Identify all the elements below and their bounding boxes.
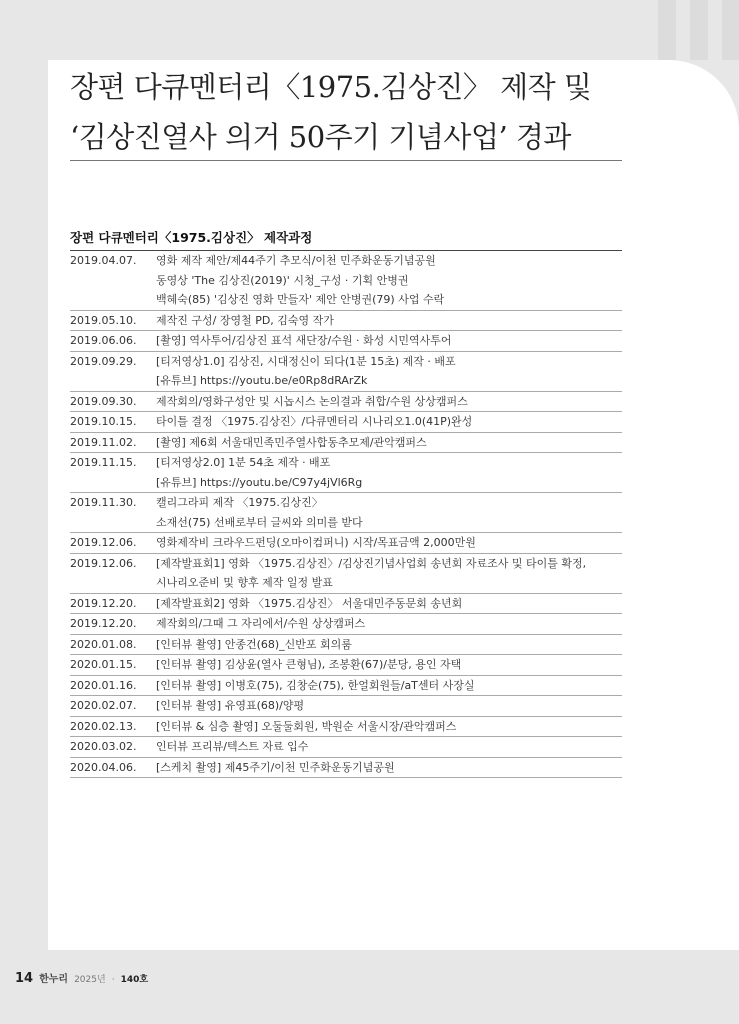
row-date xyxy=(70,432,156,453)
row-date xyxy=(70,251,156,311)
row-description-line: [유튜브] https://youtu.be/e0Rp8dRArZk xyxy=(156,374,368,387)
row-date-text: 2019.11.30. xyxy=(70,496,137,509)
row-description-line: 영화 제작 제안/제44주기 추모식/이천 민주화운동기념공원 xyxy=(156,254,436,267)
row-date xyxy=(70,716,156,737)
page-footer xyxy=(15,970,148,990)
row-date xyxy=(70,553,156,593)
row-description-line: [인터뷰 & 심층 촬영] 오둘둘회원, 박원순 서울시장/관악캠퍼스 xyxy=(156,719,457,733)
row-date-text: 2019.04.07. xyxy=(70,254,137,267)
row-date-text: 2019.12.06. xyxy=(70,536,137,549)
table-row xyxy=(70,757,622,778)
row-date-text: 2019.09.30. xyxy=(70,394,137,408)
timeline-table xyxy=(70,250,622,778)
row-date xyxy=(70,655,156,676)
row-description xyxy=(156,675,622,696)
row-description-line: [제작발표회1] 영화 〈1975.김상진〉/김상진기념사업회 송년회 자료조사 및 타이틀 확정, xyxy=(156,556,587,570)
row-description xyxy=(156,251,622,311)
table-row xyxy=(70,351,622,391)
publication-logo: 한누리 xyxy=(39,974,69,985)
timeline-body xyxy=(70,251,622,778)
row-date-text: 2019.10.15. xyxy=(70,415,137,428)
row-description-line: [스케치 촬영] 제45주기/이천 민주화운동기념공원 xyxy=(156,760,395,774)
row-description xyxy=(156,655,622,676)
row-date-text: 2020.02.07. xyxy=(70,699,137,712)
row-date xyxy=(70,412,156,433)
row-description xyxy=(156,737,622,758)
row-description-line: 소재선(75) 선배로부터 글씨와 의미를 받다 xyxy=(156,515,363,529)
row-description-line: [인터뷰 촬영] 김상윤(열사 큰형님), 조봉환(67)/분당, 용인 자택 xyxy=(156,658,462,671)
row-description-line: [인터뷰 촬영] 안종건(68)_신반포 회의룸 xyxy=(156,637,352,651)
row-date-text: 2019.11.15. xyxy=(70,456,137,469)
row-description xyxy=(156,351,622,391)
row-description-line: 제작진 구성/ 장영철 PD, 김숙영 작가 xyxy=(156,313,334,327)
title-divider xyxy=(70,160,622,161)
row-date-text: 2019.09.29. xyxy=(70,354,137,368)
row-date-text: 2019.11.02. xyxy=(70,435,137,449)
row-date xyxy=(70,696,156,717)
row-description xyxy=(156,696,622,717)
row-date xyxy=(70,351,156,391)
row-description-line: 동영상 'The 김상진(2019)' 시청_구성 · 기획 안병권 xyxy=(156,273,409,287)
row-description xyxy=(156,412,622,433)
table-row xyxy=(70,553,622,593)
row-description-line: 캘리그라피 제작 〈1975.김상진〉 xyxy=(156,496,323,509)
issue-separator: · xyxy=(111,975,115,985)
row-description xyxy=(156,553,622,593)
row-description-line: 인터뷰 프리뷰/텍스트 자료 입수 xyxy=(156,740,309,753)
row-description xyxy=(156,634,622,655)
row-date xyxy=(70,453,156,493)
row-description xyxy=(156,432,622,453)
row-description-line: [촬영] 제6회 서울대민족민주열사합동추모제/관악캠퍼스 xyxy=(156,435,427,449)
row-date xyxy=(70,331,156,352)
row-date-text: 2020.04.06. xyxy=(70,760,137,774)
row-description xyxy=(156,453,622,493)
row-date xyxy=(70,614,156,635)
row-date-text: 2019.06.06. xyxy=(70,334,137,347)
row-description xyxy=(156,533,622,554)
row-description xyxy=(156,310,622,331)
row-description-line: 타이틀 결정 〈1975.김상진〉/다큐멘터리 시나리오1.0(41P)완성 xyxy=(156,415,473,428)
table-row xyxy=(70,453,622,493)
row-date xyxy=(70,493,156,533)
row-description xyxy=(156,391,622,412)
row-date-text: 2020.01.16. xyxy=(70,678,137,692)
table-row xyxy=(70,310,622,331)
row-description-line: 백혜숙(85) '김상진 영화 만들자' 제안 안병권(79) 사업 수락 xyxy=(156,293,445,306)
row-date xyxy=(70,310,156,331)
table-row xyxy=(70,391,622,412)
row-description-line: 제작회의/영화구성안 및 시놉시스 논의결과 취합/수원 상상캠퍼스 xyxy=(156,394,468,408)
row-description xyxy=(156,331,622,352)
row-description xyxy=(156,593,622,614)
row-description xyxy=(156,614,622,635)
page-title-line-2: ‘김상진열사 의거 50주기 기념사업’ 경과 xyxy=(70,120,571,154)
row-date-text: 2020.01.08. xyxy=(70,637,137,651)
table-row xyxy=(70,634,622,655)
section-heading: 장편 다큐멘터리〈1975.김상진〉 제작과정 xyxy=(70,230,313,245)
row-description-line: 제작회의/그때 그 자리에서/수원 상상캠퍼스 xyxy=(156,617,366,630)
issue-year: 2025년 xyxy=(74,975,106,985)
table-row xyxy=(70,251,622,311)
page-title xyxy=(70,62,590,162)
table-row xyxy=(70,593,622,614)
row-date xyxy=(70,634,156,655)
row-description-line: [티저영상1.0] 김상진, 시대정신이 되다(1분 15초) 제작 · 배포 xyxy=(156,354,456,368)
row-date-text: 2019.12.20. xyxy=(70,596,137,610)
row-description-line: [제작발표회2] 영화 〈1975.김상진〉 서울대민주동문회 송년회 xyxy=(156,596,463,610)
row-date xyxy=(70,391,156,412)
table-row xyxy=(70,614,622,635)
row-description-line: [촬영] 역사투어/김상진 표석 새단장/수원 · 화성 시민역사투어 xyxy=(156,334,452,347)
page-number: 14 xyxy=(15,971,34,986)
table-row xyxy=(70,675,622,696)
row-date xyxy=(70,757,156,778)
decor-stripe xyxy=(658,0,676,60)
row-date xyxy=(70,593,156,614)
table-row xyxy=(70,432,622,453)
row-date-text: 2019.12.06. xyxy=(70,556,137,570)
row-description-line: [티저영상2.0] 1분 54초 제작 · 배포 xyxy=(156,456,331,469)
row-description-line: [인터뷰 촬영] 이병호(75), 김창순(75), 한얼회원들/aT센터 사장실 xyxy=(156,678,475,692)
table-row xyxy=(70,655,622,676)
decor-stripe xyxy=(722,0,739,60)
row-description-line: [인터뷰 촬영] 유영표(68)/양평 xyxy=(156,699,305,712)
row-description-line: [유튜브] https://youtu.be/C97y4jVl6Rg xyxy=(156,475,363,489)
row-description-line: 시나리오준비 및 향후 제작 일정 발표 xyxy=(156,576,333,589)
row-description-line: 영화제작비 크라우드펀딩(오마이컴퍼니) 시작/목표금액 2,000만원 xyxy=(156,536,476,549)
row-date-text: 2019.12.20. xyxy=(70,617,137,630)
row-date-text: 2020.03.02. xyxy=(70,740,137,753)
row-date xyxy=(70,533,156,554)
row-description xyxy=(156,493,622,533)
row-date-text: 2019.05.10. xyxy=(70,313,137,327)
table-row xyxy=(70,533,622,554)
row-date xyxy=(70,675,156,696)
page-title-line-1: 장편 다큐멘터리〈1975.김상진〉 제작 및 xyxy=(70,70,592,104)
table-row xyxy=(70,696,622,717)
row-description xyxy=(156,757,622,778)
table-row xyxy=(70,493,622,533)
table-row xyxy=(70,412,622,433)
row-description xyxy=(156,716,622,737)
table-row xyxy=(70,716,622,737)
row-date-text: 2020.02.13. xyxy=(70,719,137,733)
row-date-text: 2020.01.15. xyxy=(70,658,137,671)
issue-number: 140호 xyxy=(120,975,149,985)
table-row xyxy=(70,331,622,352)
decor-stripe xyxy=(690,0,708,60)
table-row xyxy=(70,737,622,758)
row-date xyxy=(70,737,156,758)
